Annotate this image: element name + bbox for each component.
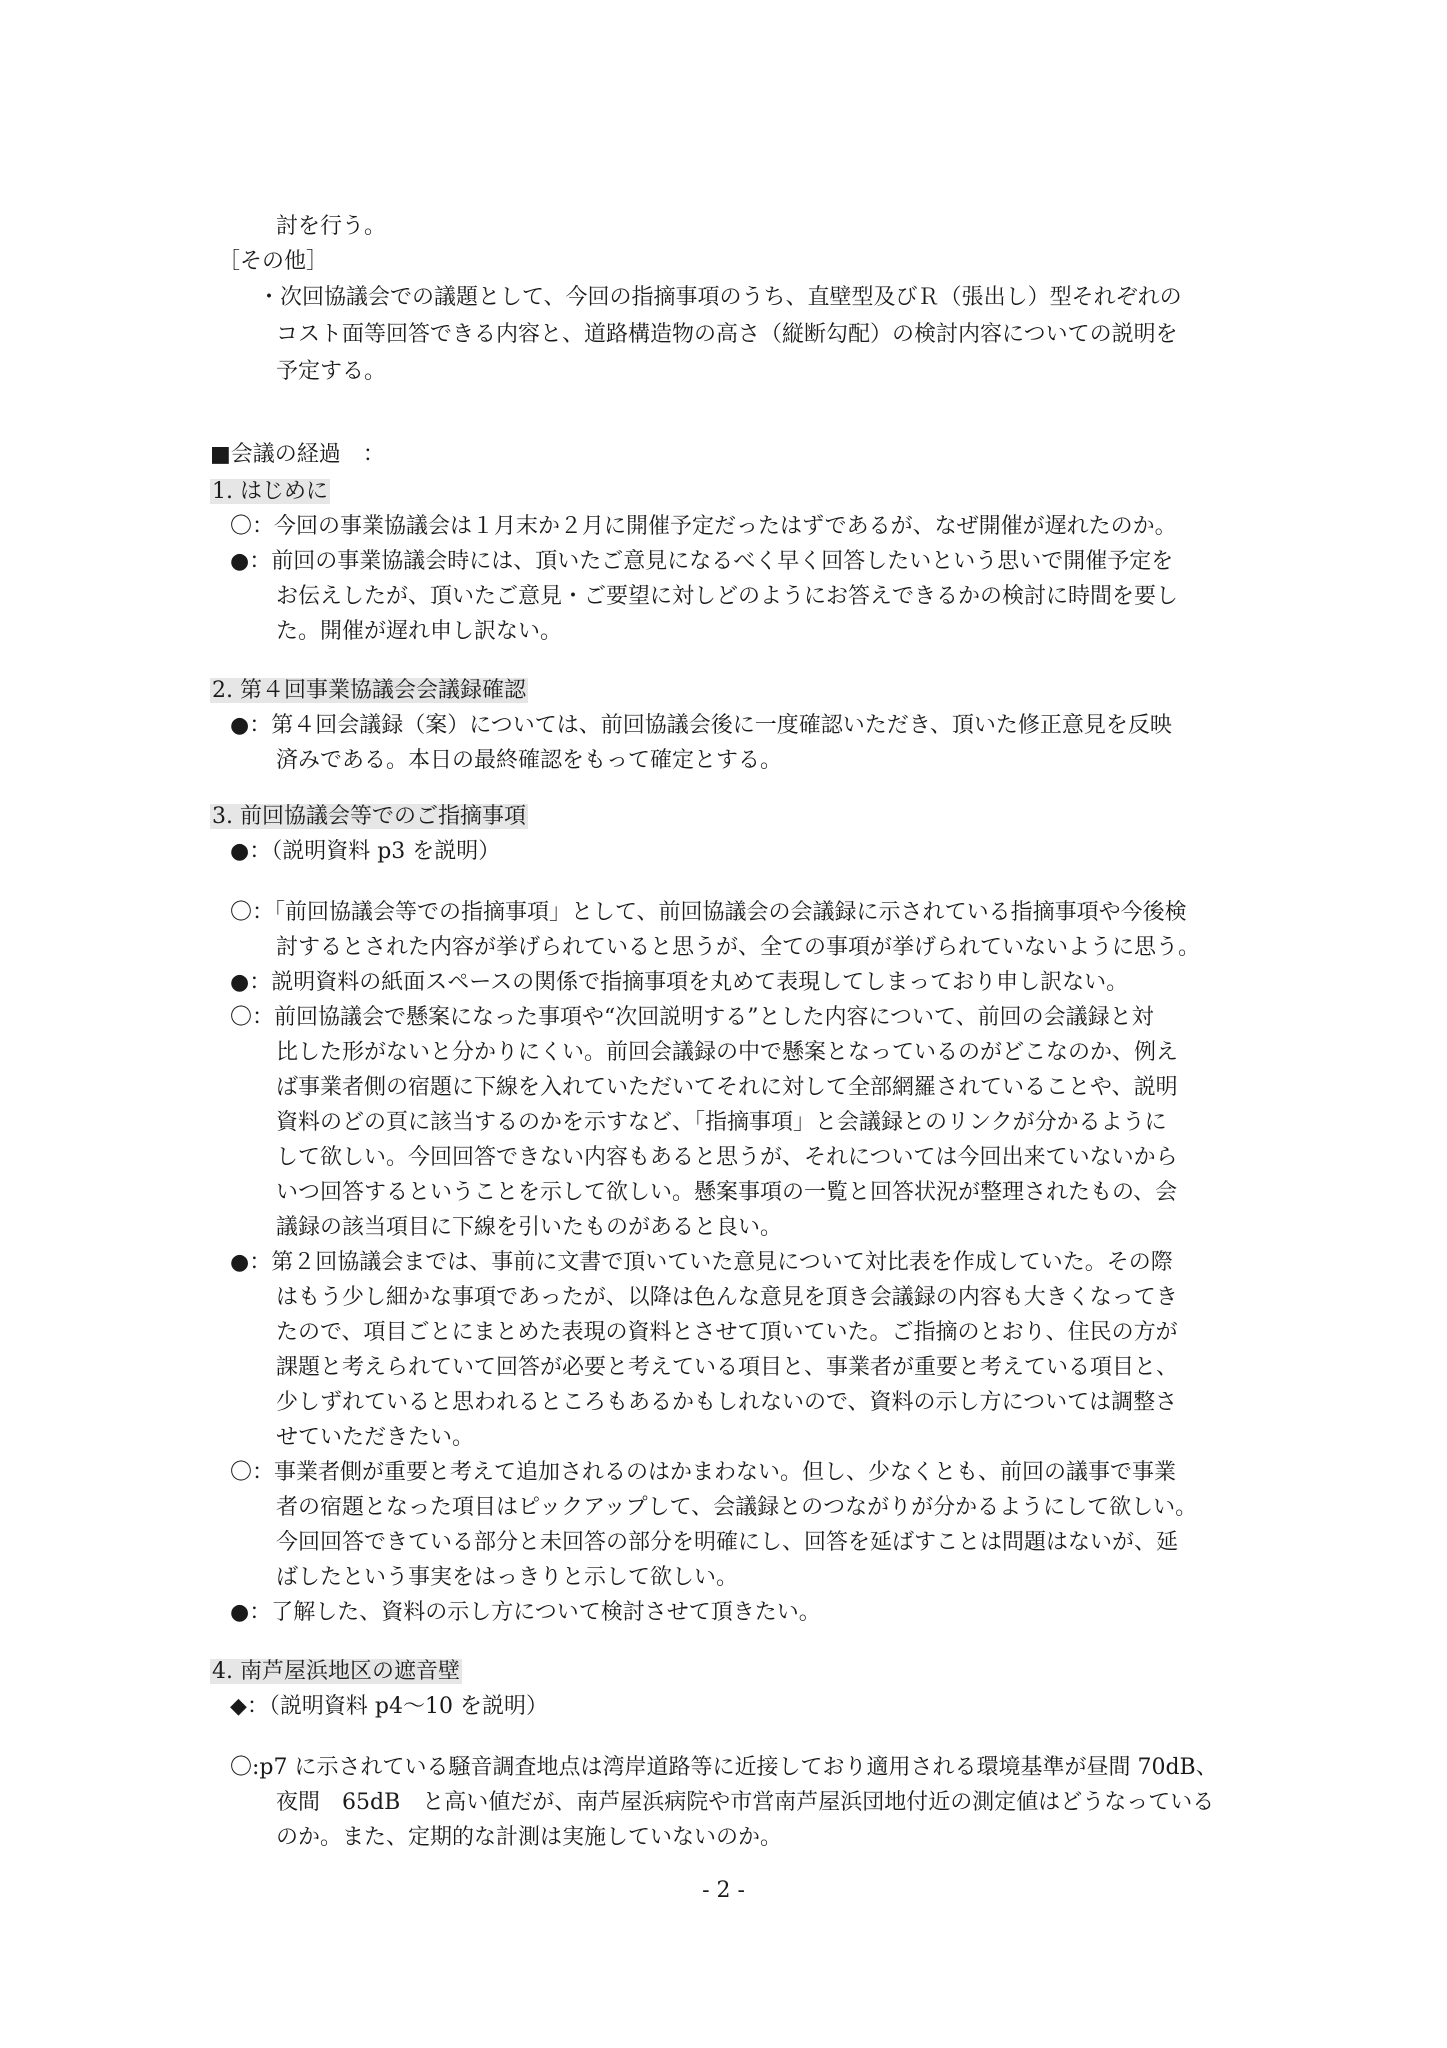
list-item: 〇：事業者側が重要と考えて追加されるのはかまわない。但し、少なくとも、前回の議事で事業: [230, 1460, 1177, 1485]
list-item-continued: はもう少し細かな事項であったが、以降は色んな意見を頂き会議録の内容も大きくなってき: [276, 1285, 1178, 1310]
progress-heading: ■会議の経過 ：: [210, 442, 385, 467]
list-item: ●：第４回会議録（案）については、前回協議会後に一度確認いただき、頂いた修正意見を反映: [230, 713, 1172, 738]
list-item-continued: 今回回答できている部分と未回答の部分を明確にし、回答を延ばすことは問題はないが、延: [276, 1530, 1179, 1555]
list-item: ●：説明資料の紙面スペースの関係で指摘事項を丸めて表現してしまっており申し訳ない。: [230, 970, 1129, 995]
list-item-continued: 資料のどの頁に該当するのかを示すなど、「指摘事項」と会議録とのリンクが分かるように: [276, 1110, 1167, 1135]
list-item-continued: 夜間 65dB と高い値だが、南芦屋浜病院や市営南芦屋浜団地付近の測定値はどうなっている: [276, 1790, 1215, 1815]
list-item: ●：前回の事業協議会時には、頂いたご意見になるべく早く回答したいという思いで開催予定を: [230, 549, 1174, 574]
list-item: ◆：（説明資料 p4〜10 を説明）: [230, 1694, 548, 1719]
list-item-continued: ば事業者側の宿題に下線を入れていただいてそれに対して全部網羅されていることや、説明: [276, 1075, 1178, 1100]
section-title: 3. 前回協議会等でのご指摘事項: [212, 804, 526, 829]
list-item: 〇：今回の事業協議会は１月末か２月に開催予定だったはずであるが、なぜ開催が遅れたのか。: [230, 514, 1177, 539]
list-item-continued: お伝えしたが、頂いたご意見・ご要望に対しどのようにお答えできるかの検討に時間を要し: [276, 584, 1179, 609]
list-item-continued: たので、項目ごとにまとめた表現の資料とさせて頂いていた。ご指摘のとおり、住民の方が: [276, 1320, 1178, 1345]
other-heading: ［その他］: [218, 249, 329, 274]
section-title: 4. 南芦屋浜地区の遮音壁: [212, 1659, 460, 1684]
list-item-continued: のか。また、定期的な計測は実施していないのか。: [276, 1825, 783, 1850]
list-item: 〇：「前回協議会等での指摘事項」として、前回協議会の会議録に示されている指摘事項や今後検: [230, 900, 1187, 925]
list-item-continued: して欲しい。今回回答できない内容もあると思うが、それについては今回出来ていないから: [276, 1145, 1178, 1170]
list-item-continued: せていただきたい。: [276, 1425, 475, 1450]
list-item: 〇:p7 に示されている騒音調査地点は湾岸道路等に近接しており適用される環境基準が昼間 70dB、: [230, 1755, 1218, 1780]
list-item-continued: た。開催が遅れ申し訳ない。: [276, 619, 563, 644]
list-item-continued: 議録の該当項目に下線を引いたものがあると良い。: [276, 1215, 783, 1240]
other-line: ・次回協議会での議題として、今回の指摘事項のうち、直壁型及びＲ（張出し）型それぞれの: [258, 285, 1182, 310]
list-item: ●：（説明資料 p3 を説明）: [230, 839, 501, 864]
list-item: ●：了解した、資料の示し方について検討させて頂きたい。: [230, 1600, 821, 1625]
page-number: - 2 -: [702, 1878, 745, 1903]
list-item-continued: 討するとされた内容が挙げられていると思うが、全ての事項が挙げられていないように思う。: [276, 935, 1201, 960]
list-item-continued: いつ回答するということを示して欲しい。懸案事項の一覧と回答状況が整理されたもの、会: [276, 1180, 1178, 1205]
list-item-continued: 課題と考えられていて回答が必要と考えている項目と、事業者が重要と考えている項目と、: [276, 1355, 1179, 1380]
section-title: 1. はじめに: [212, 479, 328, 504]
list-item: ●：第２回協議会までは、事前に文書で頂いていた意見について対比表を作成していた。その際: [230, 1250, 1173, 1275]
section-title: 2. 第４回事業協議会会議録確認: [212, 678, 526, 703]
list-item-continued: 者の宿題となった項目はピックアップして、会議録とのつながりが分かるようにして欲しい。: [276, 1495, 1198, 1520]
list-item-continued: 比した形がないと分かりにくい。前回会議録の中で懸案となっているのがどこなのか、例え: [276, 1040, 1179, 1065]
list-item-continued: ばしたという事実をはっきりと示して欲しい。: [276, 1565, 739, 1590]
other-line: コスト面等回答できる内容と、道路構造物の高さ（縦断勾配）の検討内容についての説明を: [276, 322, 1178, 347]
continued-line: 討を行う。: [276, 214, 387, 239]
list-item-continued: 少しずれていると思われるところもあるかもしれないので、資料の示し方については調整さ: [276, 1390, 1178, 1415]
other-line: 予定する。: [276, 359, 387, 384]
list-item-continued: 済みである。本日の最終確認をもって確定とする。: [276, 748, 783, 773]
list-item: 〇：前回協議会で懸案になった事項や“次回説明する”とした内容について、前回の会議録と対: [230, 1005, 1154, 1030]
